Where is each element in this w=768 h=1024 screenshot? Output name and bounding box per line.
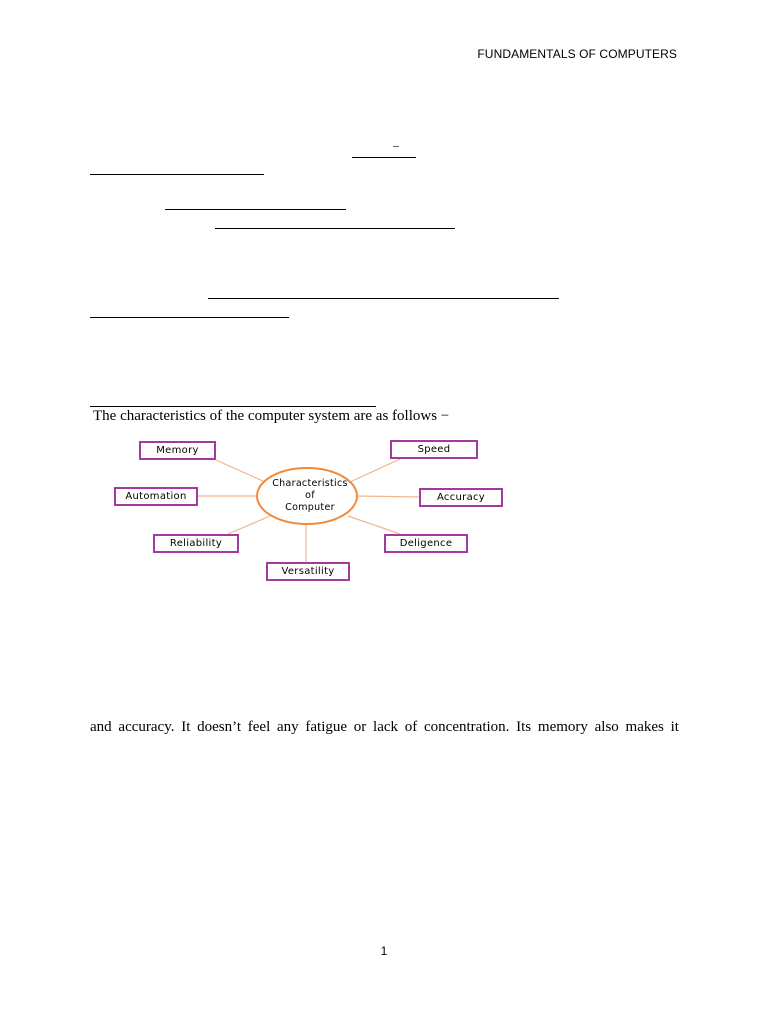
- center-label-line: Characteristics: [272, 478, 348, 489]
- connector-reliability: [228, 516, 270, 534]
- dash-mark: –: [393, 138, 399, 152]
- node-automation: Automation: [114, 487, 198, 506]
- node-accuracy: Accuracy: [419, 488, 503, 507]
- node-versatility: Versatility: [266, 562, 350, 581]
- page-number: 1: [380, 944, 388, 958]
- underline-rule: [165, 209, 346, 210]
- characteristics-diagram: [110, 434, 510, 586]
- center-label-line: Computer: [285, 502, 335, 513]
- underline-rule: [90, 317, 289, 318]
- underline-rule: [352, 157, 416, 158]
- underline-rule: [90, 406, 376, 407]
- node-speed: Speed: [390, 440, 478, 459]
- node-memory: Memory: [139, 441, 216, 460]
- node-reliability: Reliability: [153, 534, 239, 553]
- body-text-line: and accuracy. It doesn’t feel any fatigue or lack of concentration. Its memory also makes it: [90, 719, 679, 735]
- center-label-line: of: [305, 490, 315, 501]
- connector-deligence: [348, 516, 400, 534]
- underline-rule: [215, 228, 455, 229]
- running-header: FUNDAMENTALS OF COMPUTERS: [477, 47, 677, 61]
- center-label: [257, 478, 363, 514]
- connector-accuracy: [357, 496, 419, 497]
- underline-rule: [90, 174, 264, 175]
- node-deligence: Deligence: [384, 534, 468, 553]
- intro-sentence: The characteristics of the computer system are as follows −: [93, 408, 450, 424]
- underline-rule: [208, 298, 559, 299]
